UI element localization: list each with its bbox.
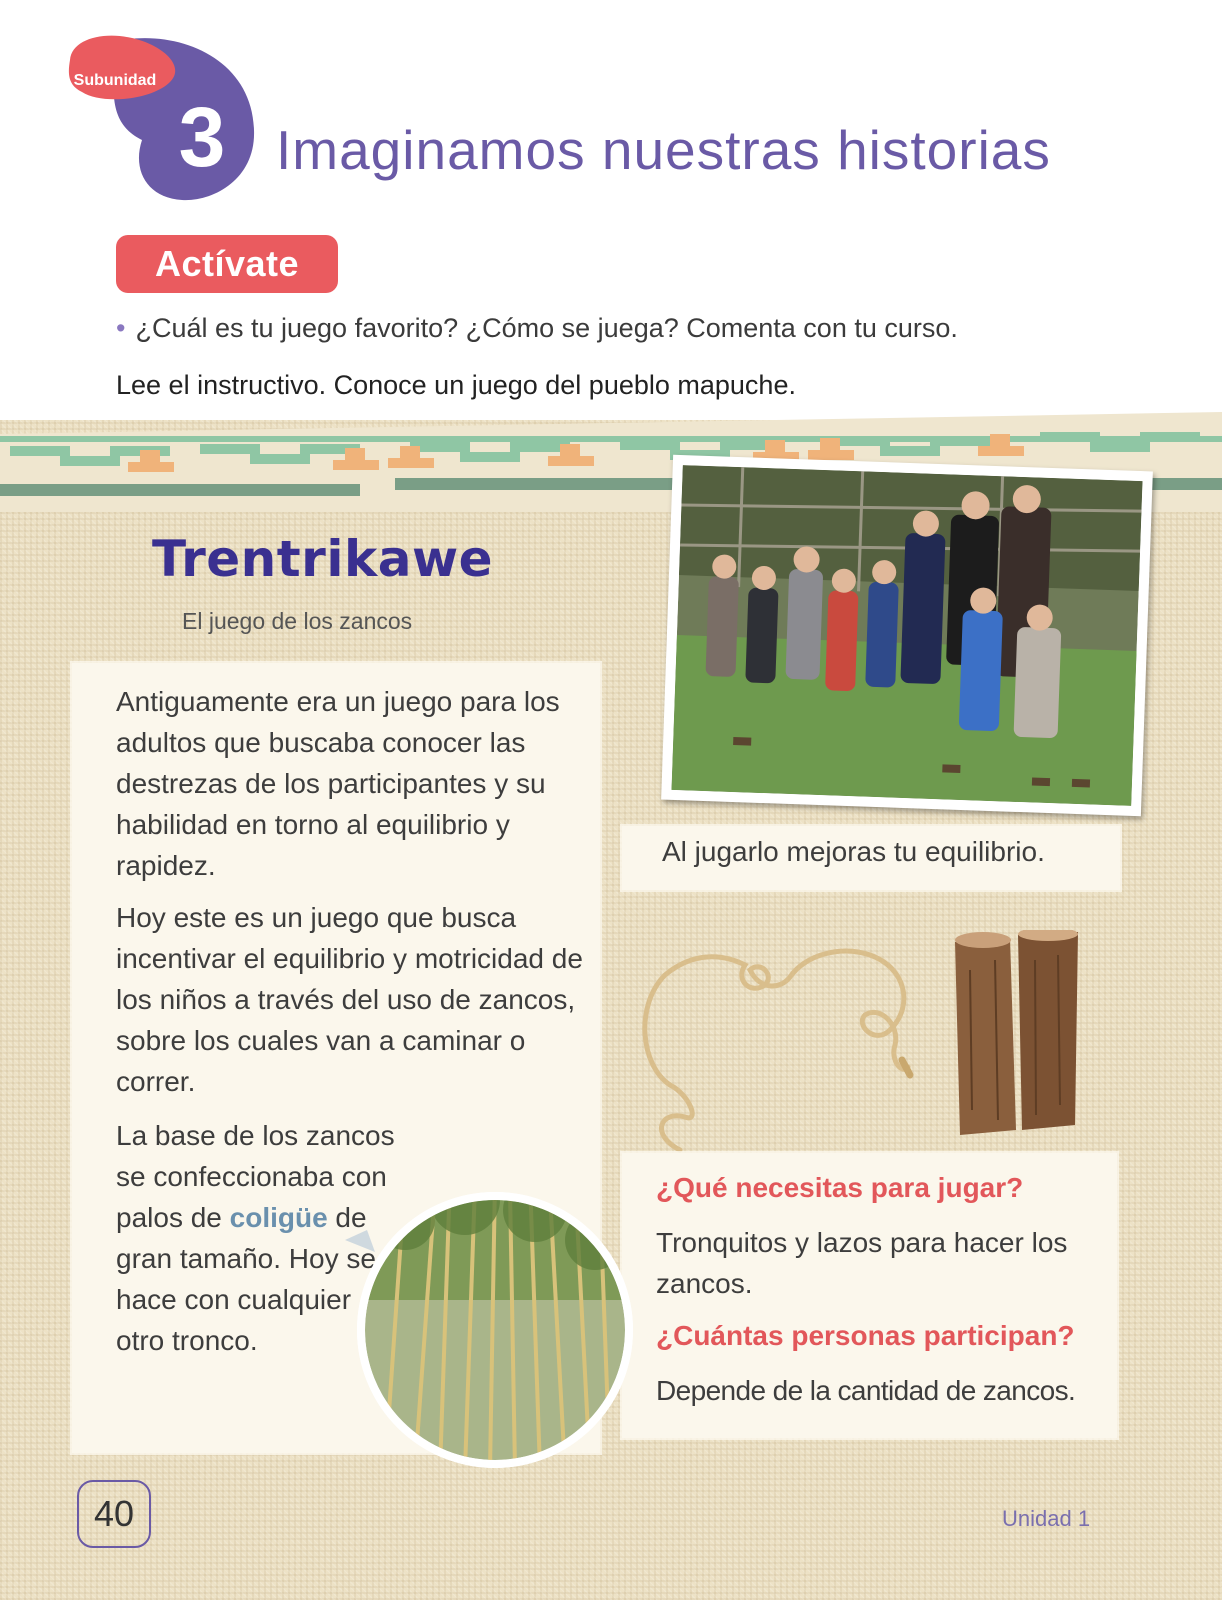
page-number: 40 <box>77 1480 151 1548</box>
instruction-text: Lee el instructivo. Conoce un juego del pueblo mapuche. <box>116 370 796 400</box>
colihue-bamboo-photo <box>345 1180 635 1470</box>
paragraph-today: Hoy este es un juego que busca incentivar el equilibrio y motricidad de los niños a través del uso de zancos, sobre los cuales van a caminar o correr. <box>116 902 583 1097</box>
colihue-highlight: coligüe <box>229 1202 328 1233</box>
activate-banner: Actívate <box>116 235 338 293</box>
subunit-number: 3 <box>178 90 226 184</box>
game-title: Trentrikawe <box>152 530 494 588</box>
wooden-logs-illustration <box>950 930 1095 1140</box>
children-playing-photo <box>661 455 1153 817</box>
bullet-question <box>116 313 958 344</box>
photo-illustration <box>671 465 1142 806</box>
question-participants: ¿Cuántas personas participan? <box>656 1320 1075 1351</box>
paragraph-materials-start: La base de los zancos se confeccionaba con palos de <box>116 1120 395 1233</box>
question-materials: ¿Qué necesitas para jugar? <box>656 1172 1024 1203</box>
paragraph-history: Antiguamente era un juego para los adultos que buscaba conocer las destrezas de los participantes y su habilidad en torno al equilibrio y rapidez. <box>116 686 560 881</box>
unit-title: Imaginamos nuestras historias <box>276 119 1051 181</box>
answer-materials: Tronquitos y lazos para hacer los zancos. <box>656 1227 1068 1299</box>
paragraph-materials-end: de gran tamaño. Hoy se hace con cualquier otro tronco. <box>116 1202 376 1356</box>
subunit-label: Subunidad <box>73 72 157 89</box>
bullet-text: ¿Cuál es tu juego favorito? ¿Cómo se juega? Comenta con tu curso. <box>135 313 958 343</box>
game-subtitle: El juego de los zancos <box>182 608 413 634</box>
answer-participants: Depende de la cantidad de zancos. <box>656 1375 1076 1406</box>
photo-caption: Al jugarlo mejoras tu equilibrio. <box>662 836 1045 867</box>
rope-illustration <box>640 935 930 1160</box>
bullet-icon: • <box>116 313 126 343</box>
unit-label: Unidad 1 <box>1002 1506 1091 1531</box>
